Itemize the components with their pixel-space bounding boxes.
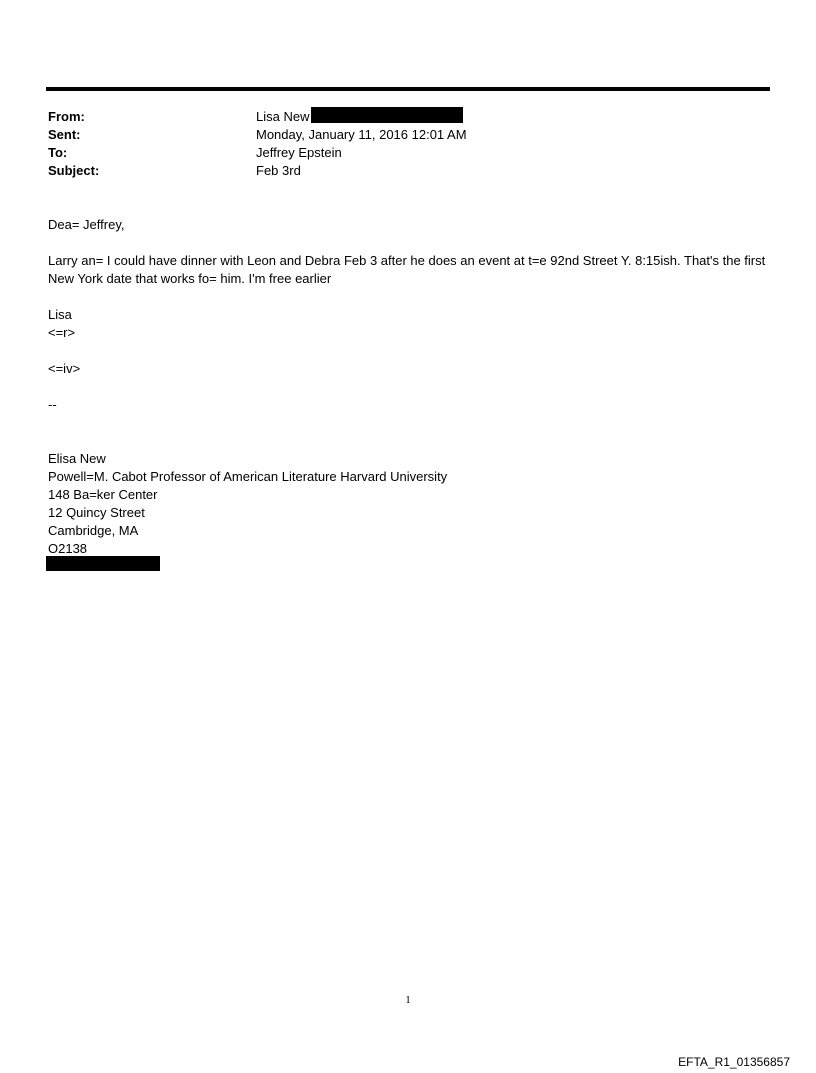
to-label: To: xyxy=(48,145,68,160)
signature-city: Cambridge, MA xyxy=(48,523,139,538)
subject-label: Subject: xyxy=(48,163,100,178)
tag-iv: <=iv> xyxy=(48,361,81,376)
subject-value: Feb 3rd xyxy=(256,163,301,178)
signature-title: Powell=M. Cabot Professor of American Literature Harvard University xyxy=(48,469,448,484)
from-label: From: xyxy=(48,109,85,124)
signature-zip: O2138 xyxy=(48,541,88,556)
redaction-phone xyxy=(46,556,160,571)
redaction-email xyxy=(311,107,463,123)
to-value: Jeffrey Epstein xyxy=(256,145,342,160)
signature-address2: 12 Quincy Street xyxy=(48,505,145,520)
document-id: EFTA_R1_01356857 xyxy=(678,1055,790,1069)
sent-value: Monday, January 11, 2016 12:01 AM xyxy=(256,127,467,142)
from-value: Lisa New xyxy=(256,109,310,124)
sent-label: Sent: xyxy=(48,127,81,142)
signoff: Lisa xyxy=(48,307,72,322)
page-number: 1 xyxy=(405,994,411,1006)
tag-r: <=r> xyxy=(48,325,76,340)
signature-name: Elisa New xyxy=(48,451,106,466)
signature-address1: 148 Ba=ker Center xyxy=(48,487,158,502)
header-rule xyxy=(46,87,770,91)
greeting: Dea= Jeffrey, xyxy=(48,217,125,232)
message-paragraph: Larry an= I could have dinner with Leon and Debra Feb 3 after he does an event at t=e 92nd Street Y. 8:15ish. That's the first New York date that works fo= him. I'm free earlier xyxy=(48,253,769,286)
signature-separator: -- xyxy=(48,397,57,412)
